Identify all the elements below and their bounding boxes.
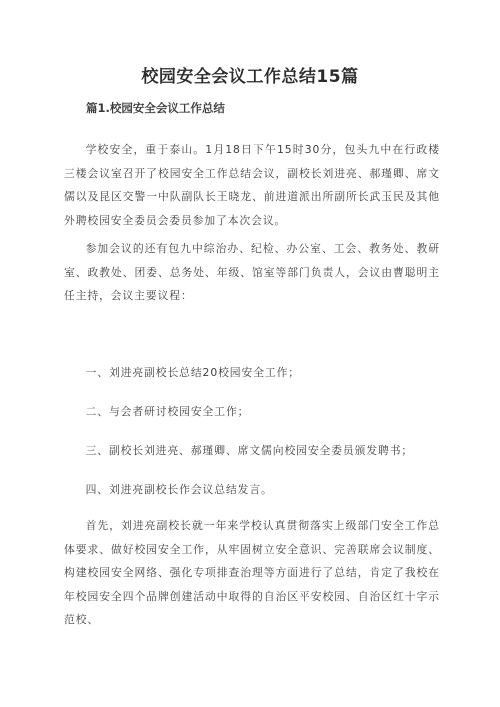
agenda-item-1: 一、刘进亮副校长总结20校园安全工作； [85,366,300,379]
document-title: 校园安全会议工作总结15篇 [141,67,359,87]
agenda-item-3: 三、副校长刘进亮、郝瑾卿、席文儒向校园安全委员颁发聘书； [85,444,414,457]
agenda-item-2: 二、与会者研讨校园安全工作； [85,405,250,418]
paragraph-attendees: 参加会议的还有包九中综治办、纪检、办公室、工会、教务处、教研室、政教处、团委、总务处、年级、馆室等部门负责人，会议由曹聪明主任主持，会议主要议程： [64,242,440,303]
agenda-item-4: 四、刘进亮副校长作会议总结发言。 [85,483,273,496]
paragraph-intro: 学校安全，重于泰山。1月18日下午15时30分，包头九中在行政楼三楼会议室召开了校园安全工作总结会议，副校长刘进亮、郝瑾卿、席文儒以及昆区交警一中队副队长王晓龙、前进道派出所副所长武玉民及其他外聘校园安全委员会委员参加了本次会议。 [64,143,440,227]
paragraph-summary: 首先，刘进亮副校长就一年来学校认真贯彻落实上级部门安全工作总体要求、做好校园安全工作，从牢固树立安全意识、完善联席会议制度、构建校园安全网络、强化专项排查治理等方面进行了总结，肯定了我校在年校园安全四个品牌创建活动中取得的自治区平安校园、自治区红十字示范校、 [64,519,440,627]
section-heading: 篇1.校园安全会议工作总结 [86,101,225,115]
